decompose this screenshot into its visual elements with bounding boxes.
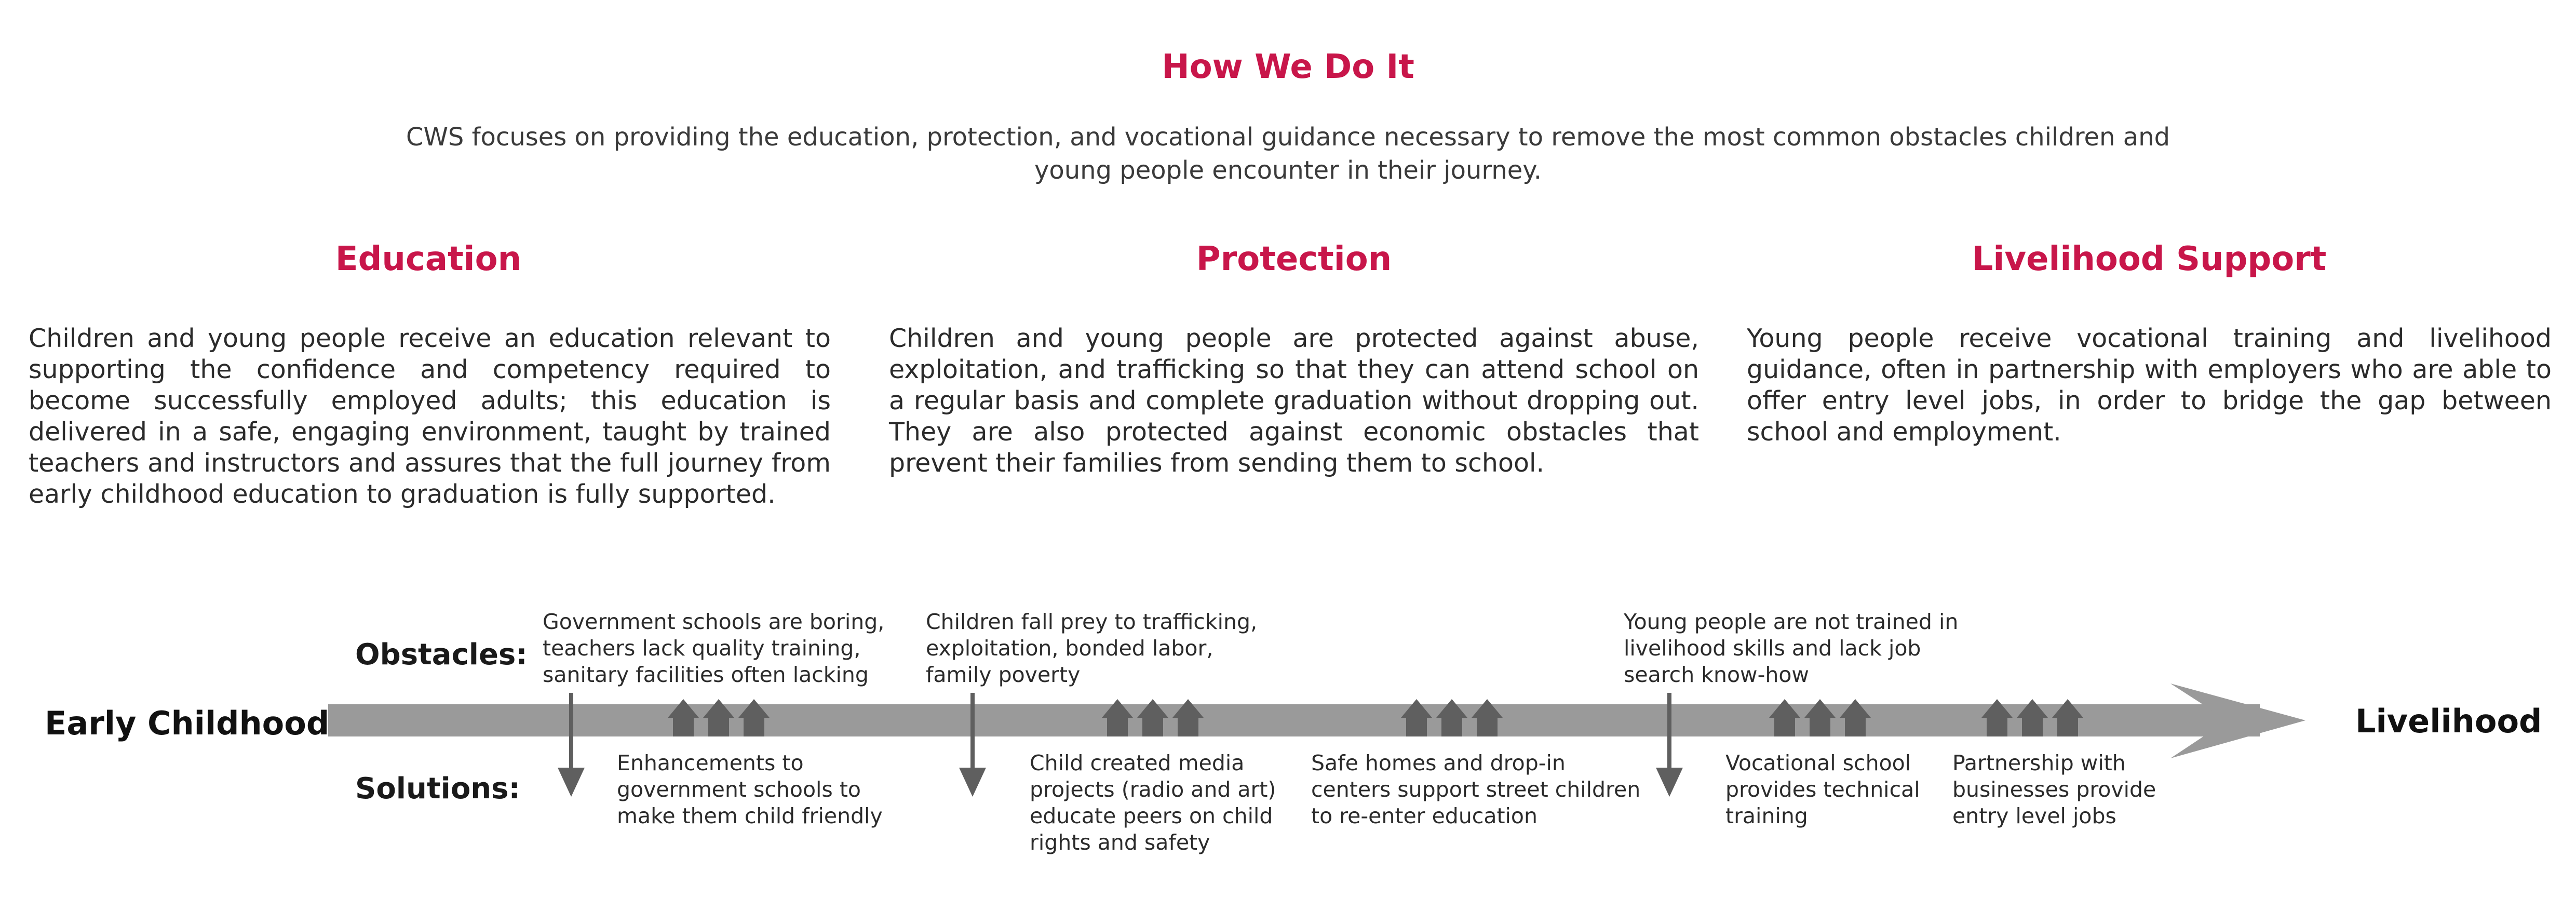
solutions-label: Solutions: <box>355 772 520 806</box>
down-arrow-icon <box>558 768 585 797</box>
obstacle-note: Children fall prey to trafficking, exploitation, bonded labor, family poverty <box>926 609 1258 687</box>
protection-heading: Protection <box>1196 240 1392 278</box>
start-label: Early Childhood <box>45 704 330 742</box>
solution-note: Safe homes and drop-in centers support street children to re-enter education <box>1311 751 1641 828</box>
intro-paragraph: CWS focuses on providing the education, protection, and vocational guidance necessary to remove the most common obstacles children and young people encounter in their journey. <box>406 123 2170 185</box>
solution-note: Child created media projects (radio and art) educate peers on child rights and safety <box>1030 751 1276 855</box>
education-heading: Education <box>335 240 522 278</box>
protection-description: Children and young people are protected against abuse, exploitation, and trafficking so that they can attend school on a regular basis and complete graduation without dropping out. They are also protected against economic obstacles that prevent their families from sending them to school. <box>889 324 1699 478</box>
livelihood-heading: Livelihood Support <box>1972 240 2327 278</box>
obstacles-label: Obstacles: <box>355 638 528 672</box>
solution-note: Enhancements to government schools to make them child friendly <box>617 751 883 828</box>
obstacle-note: Government schools are boring, teachers lack quality training, sanitary facilities often lacking <box>543 609 885 687</box>
page-title: How We Do It <box>1162 48 1414 86</box>
education-description: Children and young people receive an education relevant to supporting the confidence and competency required to become successfully employed adults; this education is delivered in a safe, engaging environment, taught by trained teachers and instructors and assures that the full journey from early childhood education to graduation is fully supported. <box>29 324 831 509</box>
solution-note: Partnership with businesses provide entry level jobs <box>1952 751 2156 828</box>
down-arrow-icon <box>1656 768 1683 797</box>
timeline-arrow-shaft <box>328 704 2260 736</box>
solution-note: Vocational school provides technical training <box>1725 751 1920 828</box>
down-arrow-icon <box>970 693 975 776</box>
down-arrow-icon <box>959 768 986 797</box>
end-label: Livelihood <box>2355 702 2542 740</box>
livelihood-description: Young people receive vocational training and livelihood guidance, often in partnership with employers who are able to offer entry level jobs, in order to bridge the gap between school and employment. <box>1747 324 2552 447</box>
down-arrow-icon <box>569 693 573 776</box>
down-arrow-icon <box>1667 693 1671 776</box>
obstacle-note: Young people are not trained in livelihood skills and lack job search know-how <box>1624 609 1959 687</box>
